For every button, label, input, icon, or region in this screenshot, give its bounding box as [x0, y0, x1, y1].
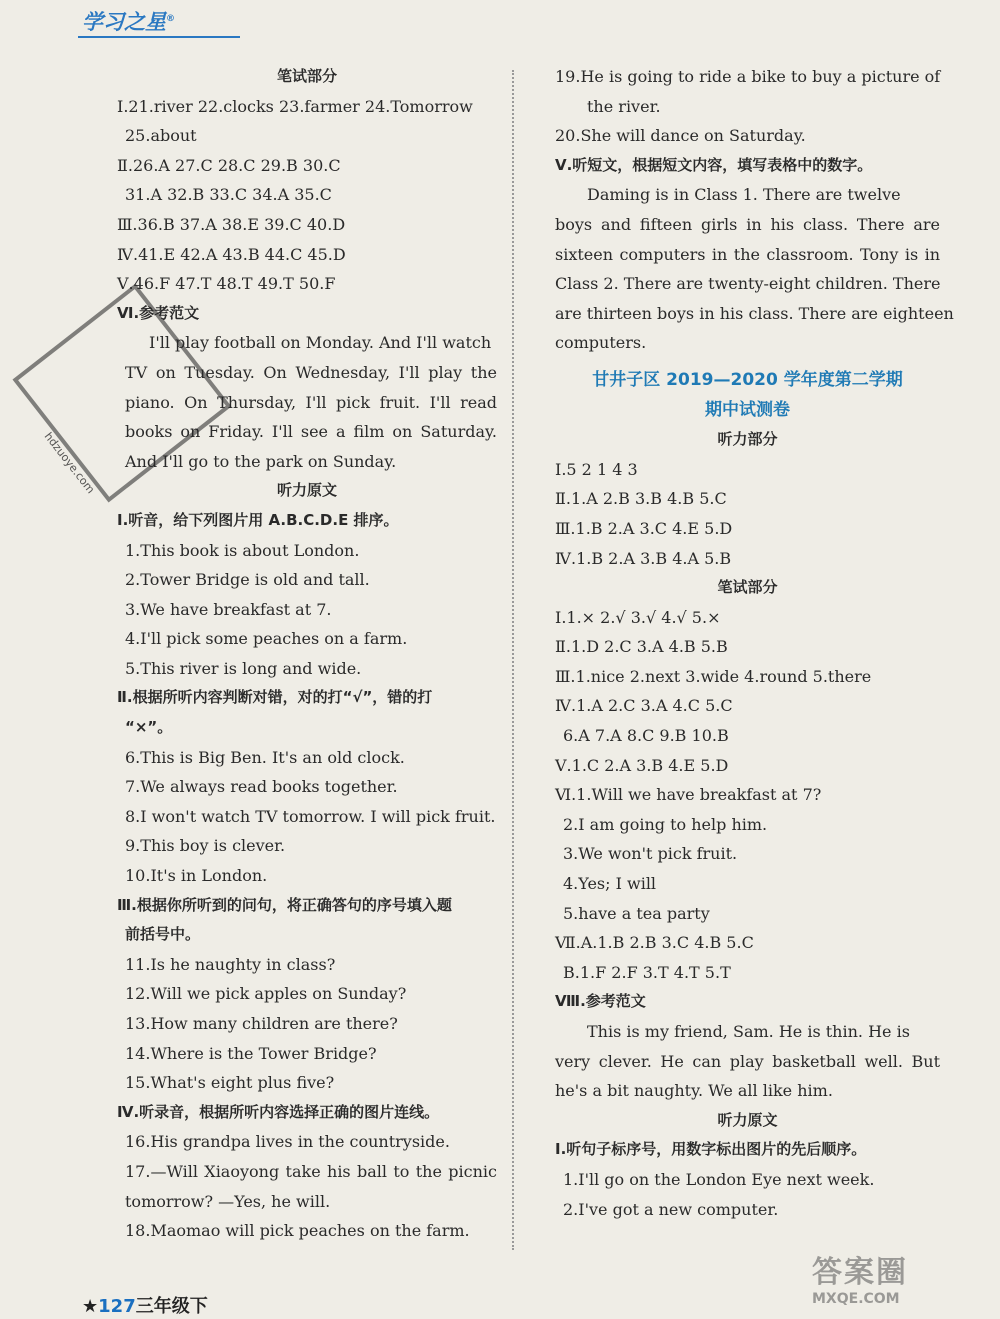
- right-line: 2.I've got a new computer.: [563, 1199, 779, 1219]
- left-line: 10.It's in London.: [125, 866, 268, 886]
- left-line: 13.How many children are there?: [125, 1014, 398, 1033]
- left-line: Ⅰ.21.river 22.clocks 23.farmer 24.Tomorrow: [117, 96, 473, 116]
- left-line: Ⅱ.根据所听内容判断对错，对的打“√”，错的打: [117, 688, 433, 707]
- page-footer: [82, 1292, 208, 1318]
- brand-logo: 学习之星®: [82, 10, 175, 34]
- left-line: 16.His grandpa lives in the countryside.: [125, 1132, 450, 1152]
- corner-watermark: 答案圈 MXQE.COM: [812, 1255, 908, 1307]
- left-line: books on Friday. I'll see a film on Saturday.: [125, 422, 497, 442]
- right-line: 4.Yes; I will: [563, 874, 657, 894]
- left-line: 2.Tower Bridge is old and tall.: [125, 570, 370, 590]
- right-line: Ⅷ.参考范文: [555, 992, 646, 1011]
- right-line: 3.We won't pick fruit.: [563, 844, 738, 864]
- star-icon: ★: [82, 1296, 99, 1317]
- left-line: 8.I won't watch TV tomorrow. I will pick fruit.: [125, 806, 496, 826]
- right-line: B.1.F 2.F 3.T 4.T 5.T: [563, 962, 731, 982]
- spacer: [555, 358, 940, 366]
- right-line: Ⅵ.1.Will we have breakfast at 7?: [555, 785, 822, 805]
- left-line: 9.This boy is clever.: [125, 836, 286, 856]
- right-line: Ⅰ.1.× 2.√ 3.√ 4.√ 5.×: [555, 607, 721, 627]
- left-line: piano. On Thursday, I'll pick fruit. I'll read: [125, 392, 497, 412]
- left-line: Ⅵ.参考范文: [117, 303, 200, 322]
- left-line: Ⅳ.41.E 42.A 43.B 44.C 45.D: [117, 244, 346, 264]
- left-line: 14.Where is the Tower Bridge?: [125, 1043, 377, 1063]
- right-line: very clever. He can play basketball well. But: [555, 1051, 940, 1071]
- right-line: 笔试部分: [717, 578, 778, 597]
- left-line: 15.What's eight plus five?: [125, 1073, 335, 1093]
- left-line: Ⅳ.听录音，根据所听内容选择正确的图片连线。: [117, 1102, 440, 1121]
- left-line: tomorrow? —Yes, he will.: [125, 1191, 331, 1211]
- left-line: Ⅲ.根据你所听到的问句，将正确答句的序号填入题: [117, 895, 452, 914]
- watermark-stamp: hdzuoye.com: [13, 284, 232, 503]
- right-line: sixteen computers in the classroom. Tony is in: [555, 244, 940, 264]
- left-line: 3.We have breakfast at 7.: [125, 599, 332, 619]
- right-line: Ⅰ.听句子标序号，用数字标出图片的先后顺序。: [555, 1140, 867, 1159]
- right-line: Ⅰ.5 2 1 4 3: [555, 459, 638, 479]
- right-column: [555, 62, 954, 1224]
- right-line: Ⅳ.1.B 2.A 3.B 4.A 5.B: [555, 548, 732, 568]
- right-line: 5.have a tea party: [563, 903, 710, 923]
- left-line: Ⅲ.36.B 37.A 38.E 39.C 40.D: [117, 214, 346, 234]
- right-line: 1.I'll go on the London Eye next week.: [563, 1169, 875, 1189]
- left-line: Ⅴ.46.F 47.T 48.T 49.T 50.F: [117, 274, 336, 294]
- left-line: TV on Tuesday. On Wednesday, I'll play the: [125, 362, 497, 382]
- left-line: 17.—Will Xiaoyong take his ball to the picnic: [125, 1161, 497, 1181]
- right-line: the river.: [587, 96, 661, 116]
- right-line: Ⅴ.1.C 2.A 3.B 4.E 5.D: [555, 755, 729, 775]
- right-line: computers.: [555, 333, 647, 353]
- right-line: Ⅲ.1.nice 2.next 3.wide 4.round 5.there: [555, 666, 872, 686]
- left-line: 前括号中。: [125, 925, 201, 944]
- grade-label: 三年级下: [135, 1296, 208, 1317]
- right-line: 听力原文: [717, 1110, 778, 1129]
- right-line: 甘井子区 2019—2020 学年度第二学期: [592, 369, 903, 390]
- left-line: 1.This book is about London.: [125, 540, 360, 560]
- left-line: Ⅱ.26.A 27.C 28.C 29.B 30.C: [117, 155, 341, 175]
- page-number: 127: [98, 1296, 136, 1317]
- right-line: 期中试测卷: [705, 399, 790, 420]
- left-line: 6.This is Big Ben. It's an old clock.: [125, 747, 405, 767]
- right-line: are thirteen boys in his class. There are eighteen: [555, 303, 954, 323]
- right-line: Ⅴ.听短文，根据短文内容，填写表格中的数字。: [555, 155, 873, 174]
- left-line: 4.I'll pick some peaches on a farm.: [125, 629, 408, 649]
- left-line: 12.Will we pick apples on Sunday?: [125, 984, 407, 1004]
- right-line: Class 2. There are twenty-eight children. There: [555, 274, 941, 294]
- left-line: 7.We always read books together.: [125, 777, 398, 797]
- right-line: 19.He is going to ride a bike to buy a picture of: [555, 67, 941, 86]
- left-line: 11.Is he naughty in class?: [125, 954, 336, 974]
- right-line: Ⅲ.1.B 2.A 3.C 4.E 5.D: [555, 518, 733, 538]
- left-line: 听力原文: [276, 481, 337, 500]
- header-rule: [78, 36, 240, 38]
- left-line: And I'll go to the park on Sunday.: [125, 451, 397, 471]
- left-line: I'll play football on Monday. And I'll watch: [149, 333, 492, 353]
- left-line: 笔试部分: [276, 67, 337, 85]
- left-line: 25.about: [125, 126, 197, 146]
- right-line: Daming is in Class 1. There are twelve: [587, 185, 901, 205]
- right-line: Ⅱ.1.D 2.C 3.A 4.B 5.B: [555, 637, 728, 657]
- left-line: 5.This river is long and wide.: [125, 658, 362, 678]
- right-line: Ⅳ.1.A 2.C 3.A 4.C 5.C: [555, 696, 733, 716]
- right-line: 20.She will dance on Saturday.: [555, 126, 806, 146]
- right-line: 2.I am going to help him.: [563, 814, 768, 834]
- left-line: Ⅰ.听音，给下列图片用 A.B.C.D.E 排序。: [117, 510, 399, 529]
- left-column: [117, 62, 497, 1246]
- right-line: he's a bit naughty. We all like him.: [555, 1081, 833, 1101]
- left-line: 18.Maomao will pick peaches on the farm.: [125, 1221, 470, 1241]
- right-line: boys and fifteen girls in his class. There are: [555, 214, 940, 234]
- left-line: “×”。: [125, 718, 173, 737]
- right-line: This is my friend, Sam. He is thin. He is: [587, 1022, 910, 1041]
- left-line: 31.A 32.B 33.C 34.A 35.C: [125, 185, 332, 205]
- right-line: 6.A 7.A 8.C 9.B 10.B: [563, 726, 729, 746]
- right-line: Ⅶ.A.1.B 2.B 3.C 4.B 5.C: [555, 933, 754, 953]
- right-line: Ⅱ.1.A 2.B 3.B 4.B 5.C: [555, 489, 727, 509]
- column-divider: [512, 70, 515, 1250]
- right-line: 听力部分: [717, 430, 778, 449]
